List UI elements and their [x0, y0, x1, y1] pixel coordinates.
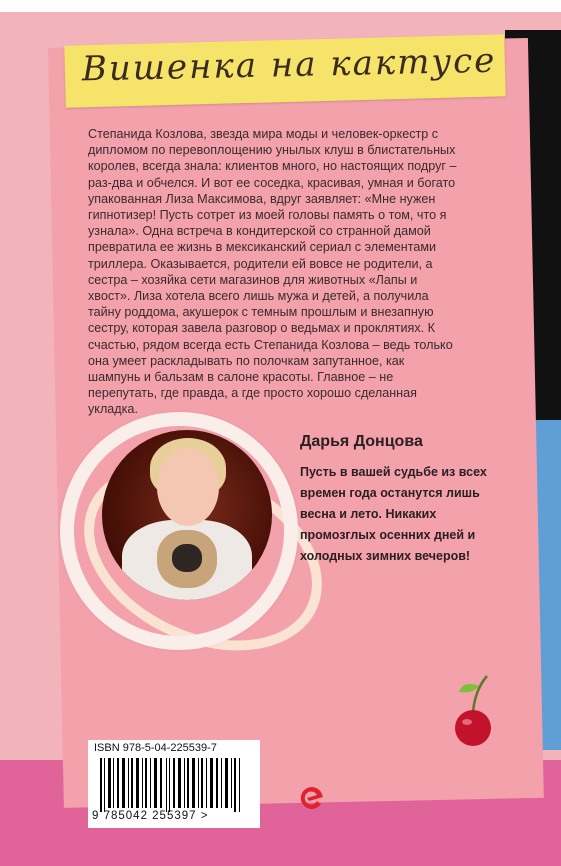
author-photo — [102, 430, 272, 600]
isbn-label: ISBN 978-5-04-225539-7 — [94, 742, 217, 754]
book-annotation — [88, 126, 460, 418]
annotation-text: Степанида Козлова, звезда мира моды и человек-оркестр с дипломом по перевоплощению унылых клуш в блистательных королев, всегда знала: клиентов много, но настоящих подруг – раз-два и обчелся. И вот ее соседка, красивая, умная и богато упакованная Лиза Максимова, вдруг заявляет: «Мне нужен гипнотизер! Пусть сотрет из моей головы память о том, что я узнала». Одна встреча в кондитерской со странной дамой превратила ее жизнь в мексиканский сериал с элементами триллера. Оказывается, родители ей вовсе не родители, а сестра – хозяйка сети магазинов для животных «Лапы и хвост». Лиза хотела всего лишь мужа и детей, а получила тайну роддома, акушерок с темным прошлым и внезапную сестру, которая завела разговор о ведьмах и проклятиях. К счастью, рядом всегда есть Степанида Козлова – ведь только она умеет раскладывать по полочкам запутанное, как шампунь и бальзам в салоне красоты. Главное – не перепутать, где правда, а где просто хорошо сделанная укладка. — [88, 127, 457, 417]
barcode — [98, 758, 248, 812]
cherry-icon — [445, 672, 505, 752]
photo-pug-face — [172, 544, 202, 572]
top-strip — [0, 0, 561, 12]
author-quote: Пусть в вашей судьбе из всех времен года останутся лишь весна и лето. Никаких промозглых осенних дней и холодных зимних вечеров! — [300, 465, 487, 563]
author-photo-block — [60, 412, 305, 642]
isbn-block — [88, 740, 260, 828]
author-name: Дарья Донцова — [300, 433, 423, 450]
photo-face — [157, 448, 219, 526]
publisher-logo-icon — [296, 782, 326, 814]
barcode-digits: 9 785042 255397 > — [92, 810, 209, 822]
book-title: Вишенка на кактусе — [81, 40, 497, 90]
